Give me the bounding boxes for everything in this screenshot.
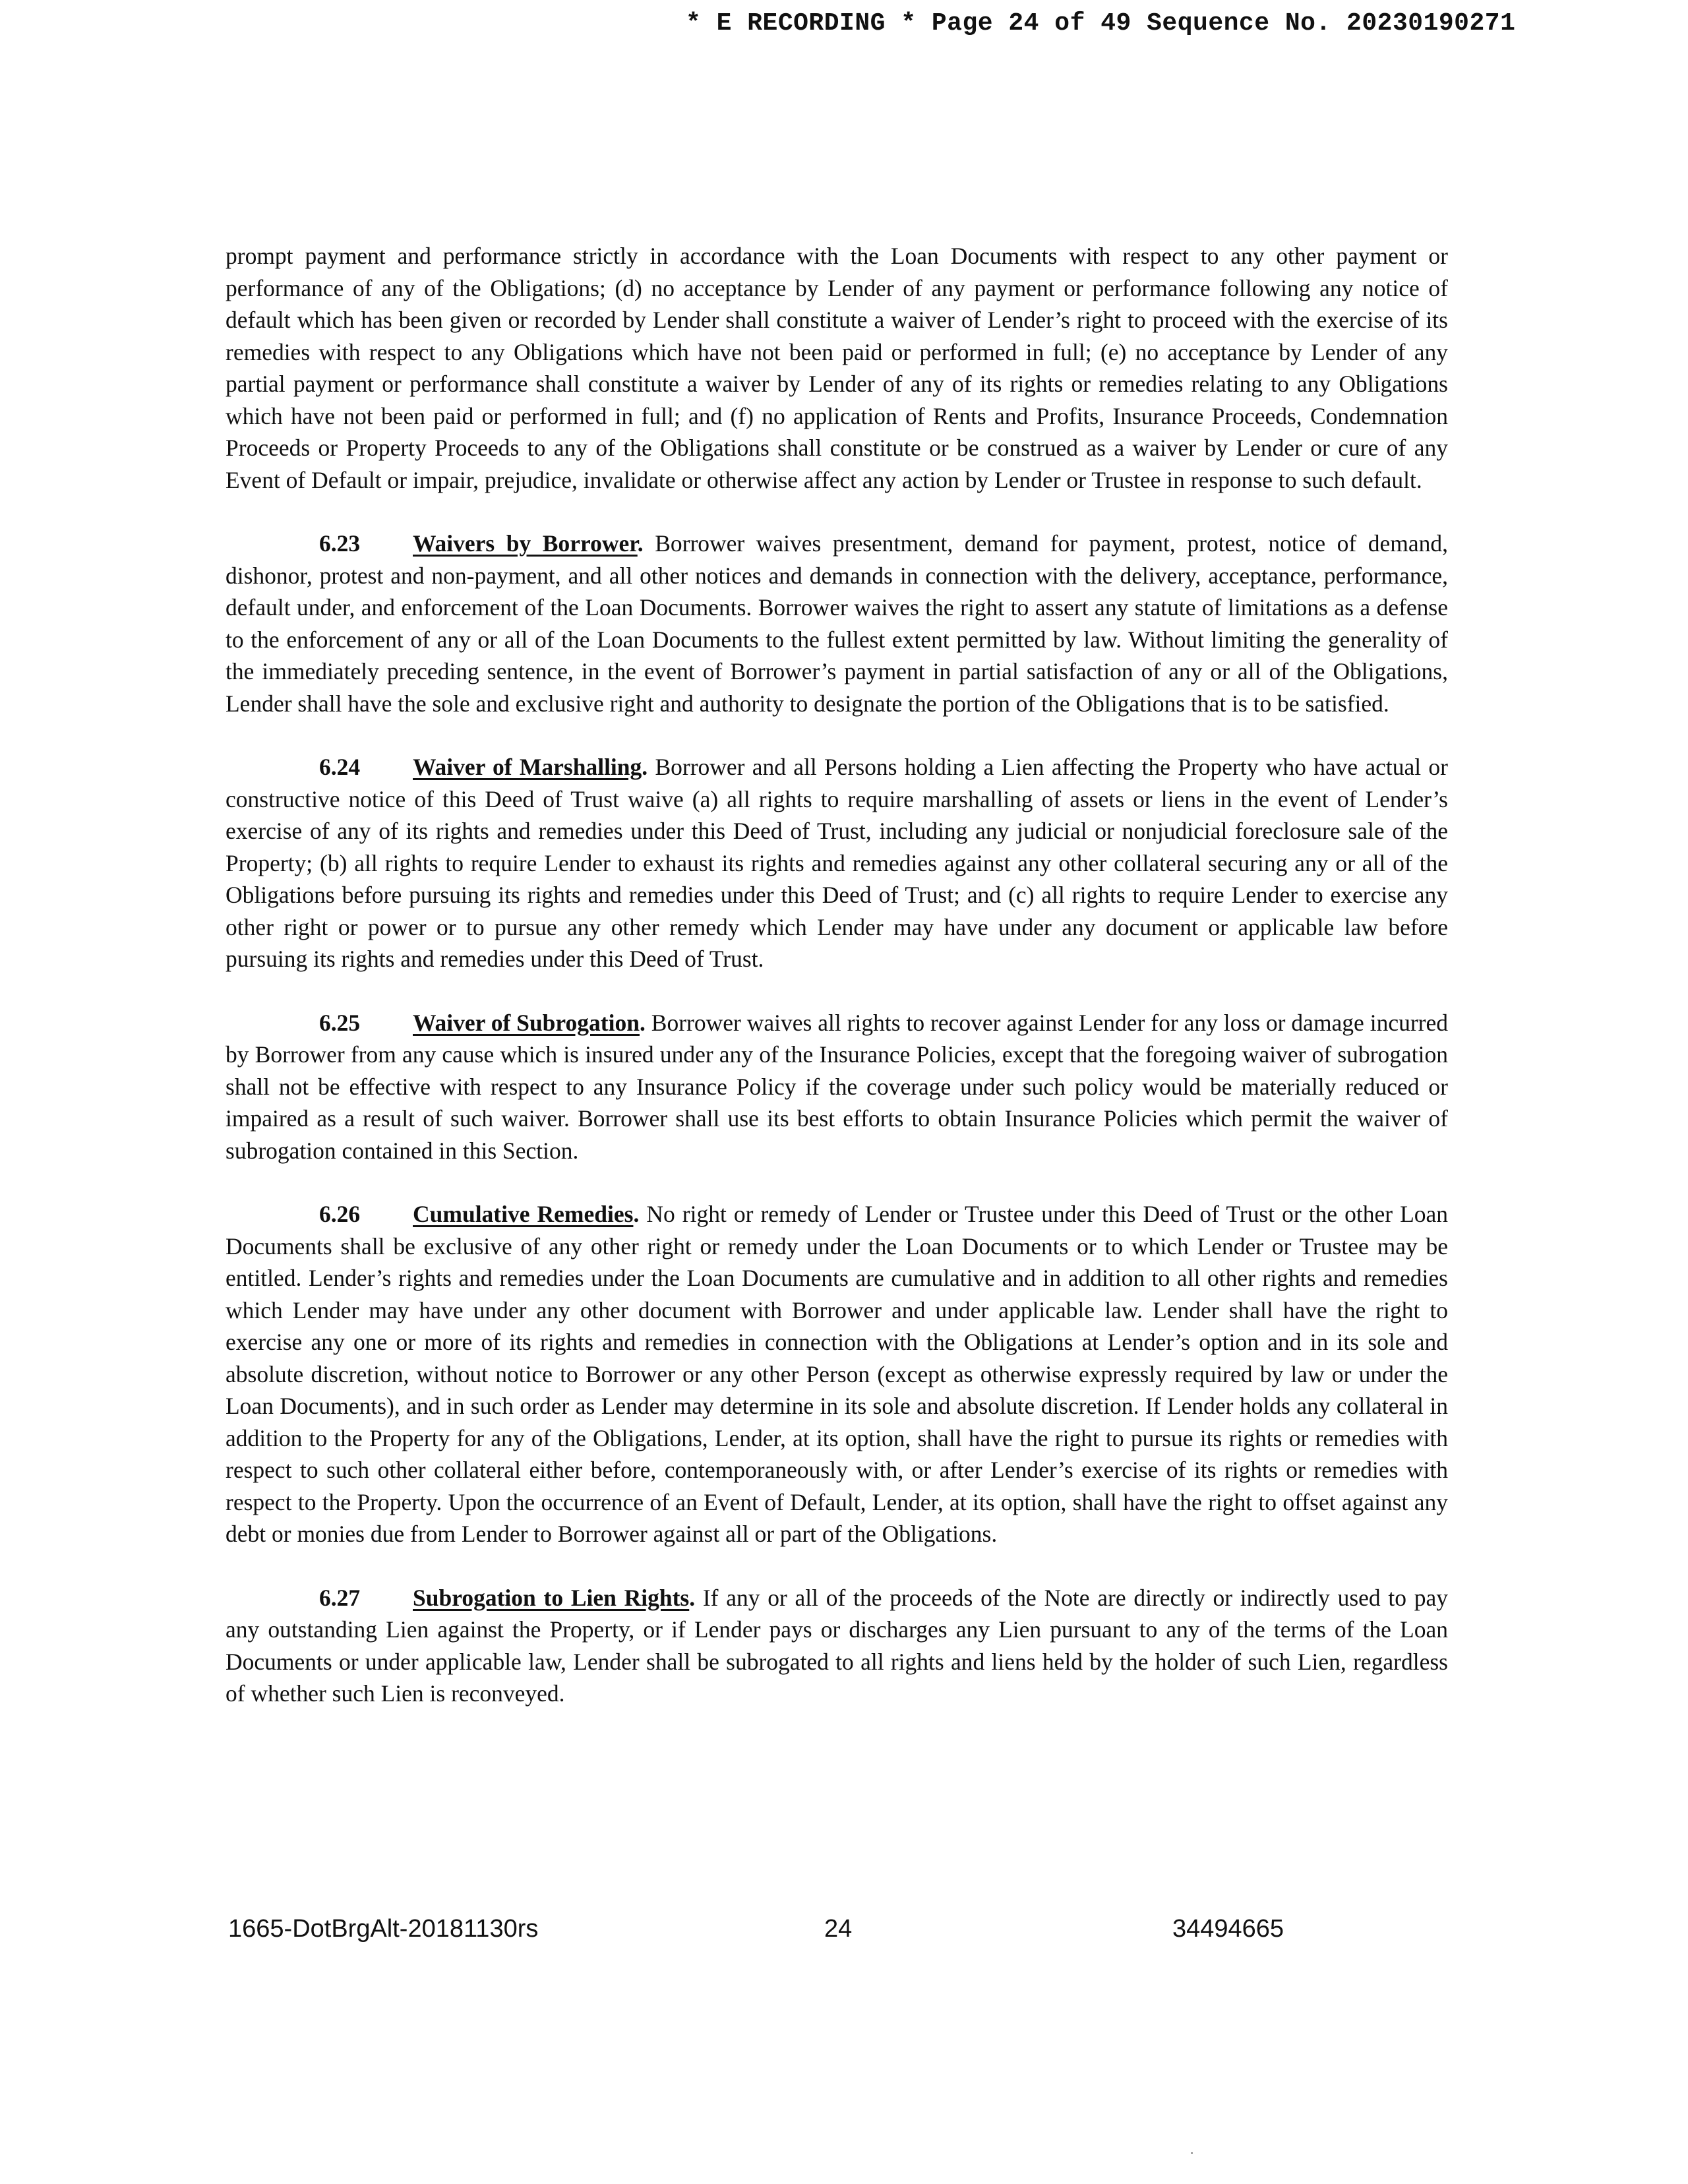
recording-header: * E RECORDING * Page 24 of 49 Sequence No. 20230190271 <box>686 9 1516 38</box>
section-number: 6.23 <box>319 530 361 557</box>
section-6-23: 6.23 Waivers by Borrower. Borrower waives presentment, demand for payment, protest, notice of demand, dishonor, protest and non-payment, and all other notices and demands in connection with the delivery, acceptance, performance, default under, and enforcement of the Loan Documents. Borrower waives the right to assert any statute of limitations as a defense to the enforcement of any or all of the Loan Documents to the fullest extent permitted by law. Without limiting the generality of the immediately preceding sentence, in the event of Borrower’s payment in partial satisfaction of any or all of the Obligations, Lender shall have the sole and exclusive right and authority to designate the portion of the Obligations that is to be satisfied. <box>226 528 1448 719</box>
continuation-paragraph: prompt payment and performance strictly in accordance with the Loan Documents with respect to any other payment or performance of any of the Obligations; (d) no acceptance by Lender of any payment or performance following any notice of default which has been given or recorded by Lender shall constitute a waiver of Lender’s right to proceed with the exercise of its remedies with respect to any Obligations which have not been paid or performed in full; (e) no acceptance by Lender of any partial payment or performance shall constitute a waiver by Lender of any of its rights or remedies relating to any Obligations which have not been paid or performed in full; and (f) no application of Rents and Profits, Insurance Proceeds, Condemnation Proceeds or Property Proceeds to any of the Obligations shall constitute or be construed as a waiver by Lender or cure of any Event of Default or impair, prejudice, invalidate or otherwise affect any action by Lender or Trustee in response to such default. <box>226 243 1448 493</box>
section-6-27: 6.27 Subrogation to Lien Rights. If any or all of the proceeds of the Note are directly or indirectly used to pay any outstanding Lien against the Property, or if Lender pays or discharges any Lien pursuant to any of the terms of the Loan Documents or under applicable law, Lender shall be subrogated to all rights and liens held by the holder of such Lien, regardless of whether such Lien is reconveyed. <box>226 1582 1448 1710</box>
section-title: Waivers by Borrower <box>413 530 638 557</box>
section-6-24: 6.24 Waiver of Marshalling. Borrower and all Persons holding a Lien affecting the Property who have actual or constructive notice of this Deed of Trust waive (a) all rights to require marshalling of assets or liens in the event of Lender’s exercise of any of its rights and remedies under this Deed of Trust, including any judicial or nonjudicial foreclosure sale of the Property; (b) all rights to require Lender to exhaust its rights and remedies against any other collateral securing any or all of the Obligations before pursuing its rights and remedies under this Deed of Trust; and (c) all rights to require Lender to exercise any other right or power or to pursue any other remedy which Lender may have under any document or applicable law before pursuing its rights and remedies under this Deed of Trust. <box>226 751 1448 975</box>
footer-doc-number: 34494665 <box>1172 1915 1284 1943</box>
section-text: No right or remedy of Lender or Trustee under this Deed of Trust or the other Loan Documents shall be exclusive of any other right or remedy under the Loan Documents or to which Lender or Trustee may be entitled. Lender’s rights and remedies under the Loan Documents are cumulative and in addition to all other rights and remedies which Lender may have under any other document with Borrower and under applicable law. Lender shall have the right to exercise any one or more of its rights and remedies in connection with the Obligations at Lender’s option and in its sole and absolute discretion, without notice to Borrower or any other Person (except as otherwise expressly required by law or under the Loan Documents), and in such order as Lender may determine in its sole and absolute discretion. If Lender holds any collateral in addition to the Property for any of the Obligations, Lender, at its option, shall have the right to pursue its rights or remedies with respect to such other collateral either before, contemporaneously with, or after Lender’s exercise of its rights or remedies with respect to the Property. Upon the occurrence of an Event of Default, Lender, at its option, shall have the right to offset against any debt or monies due from Lender to Borrower against all or part of the Obligations. <box>226 1201 1449 1547</box>
section-number: 6.24 <box>319 754 361 780</box>
document-body <box>226 240 1448 1742</box>
scan-speck <box>1191 2152 1193 2154</box>
section-title: Subrogation to Lien Rights <box>413 1584 690 1611</box>
footer-doc-code: 1665-DotBrgAlt-20181130rs <box>228 1915 539 1943</box>
section-text: Borrower waives presentment, demand for payment, protest, notice of demand, dishonor, protest and non-payment, and all other notices and demands in connection with the delivery, acceptance, performance, default under, and enforcement of the Loan Documents. Borrower waives the right to assert any statute of limitations as a defense to the enforcement of any or all of the Loan Documents to the fullest extent permitted by law. Without limiting the generality of the immediately preceding sentence, in the event of Borrower’s payment in partial satisfaction of any or all of the Obligations, Lender shall have the sole and exclusive right and authority to designate the portion of the Obligations that is to be satisfied. <box>226 530 1449 717</box>
section-title: Cumulative Remedies <box>413 1201 634 1227</box>
section-number: 6.27 <box>319 1584 361 1611</box>
section-number: 6.26 <box>319 1201 361 1227</box>
section-text: If any or all of the proceeds of the Note are directly or indirectly used to pay any outstanding Lien against the Property, or if Lender pays or discharges any Lien pursuant to any of the terms of the Loan Documents or under applicable law, Lender shall be subrogated to all rights and liens held by the holder of such Lien, regardless of whether such Lien is reconveyed. <box>226 1584 1448 1707</box>
section-title: Waiver of Subrogation <box>413 1009 640 1036</box>
section-6-25: 6.25 Waiver of Subrogation. Borrower waives all rights to recover against Lender for any loss or damage incurred by Borrower from any cause which is insured under any of the Insurance Policies, except that the foregoing waiver of subrogation shall not be effective with respect to any Insurance Policy if the coverage under such policy would be materially reduced or impaired as a result of such waiver. Borrower shall use its best efforts to obtain Insurance Policies which permit the waiver of subrogation contained in this Section. <box>226 1007 1448 1167</box>
section-6-26: 6.26 Cumulative Remedies. No right or remedy of Lender or Trustee under this Deed of Trust or the other Loan Documents shall be exclusive of any other right or remedy under the Loan Documents or to which Lender or Trustee may be entitled. Lender’s rights and remedies under the Loan Documents are cumulative and in addition to all other rights and remedies which Lender may have under any other document with Borrower and under applicable law. Lender shall have the right to exercise any one or more of its rights and remedies in connection with the Obligations at Lender’s option and in its sole and absolute discretion, without notice to Borrower or any other Person (except as otherwise expressly required by law or under the Loan Documents), and in such order as Lender may determine in its sole and absolute discretion. If Lender holds any collateral in addition to the Property for any of the Obligations, Lender, at its option, shall have the right to pursue its rights or remedies with respect to such other collateral either before, contemporaneously with, or after Lender’s exercise of its rights or remedies with respect to the Property. Upon the occurrence of an Event of Default, Lender, at its option, shall have the right to offset against any debt or monies due from Lender to Borrower against all or part of the Obligations. <box>226 1198 1448 1550</box>
section-text: Borrower waives all rights to recover against Lender for any loss or damage incurred by Borrower from any cause which is insured under any of the Insurance Policies, except that the foregoing waiver of subrogation shall not be effective with respect to any Insurance Policy if the coverage under such policy would be materially reduced or impaired as a result of such waiver. Borrower shall use its best efforts to obtain Insurance Policies which permit the waiver of subrogation contained in this Section. <box>226 1009 1449 1164</box>
footer-page-number: 24 <box>824 1915 853 1943</box>
section-text: Borrower and all Persons holding a Lien affecting the Property who have actual or constructive notice of this Deed of Trust waive (a) all rights to require marshalling of assets or liens in the event of Lender’s exercise of any of its rights and remedies under this Deed of Trust, including any judicial or nonjudicial foreclosure sale of the Property; (b) all rights to require Lender to exhaust its rights and remedies against any other collateral securing any or all of the Obligations before pursuing its rights and remedies under this Deed of Trust; and (c) all rights to require Lender to exercise any other right or power or to pursue any other remedy which Lender may have under any document or applicable law before pursuing its rights and remedies under this Deed of Trust. <box>226 754 1448 972</box>
section-title: Waiver of Marshalling <box>413 754 642 780</box>
section-number: 6.25 <box>319 1009 361 1036</box>
